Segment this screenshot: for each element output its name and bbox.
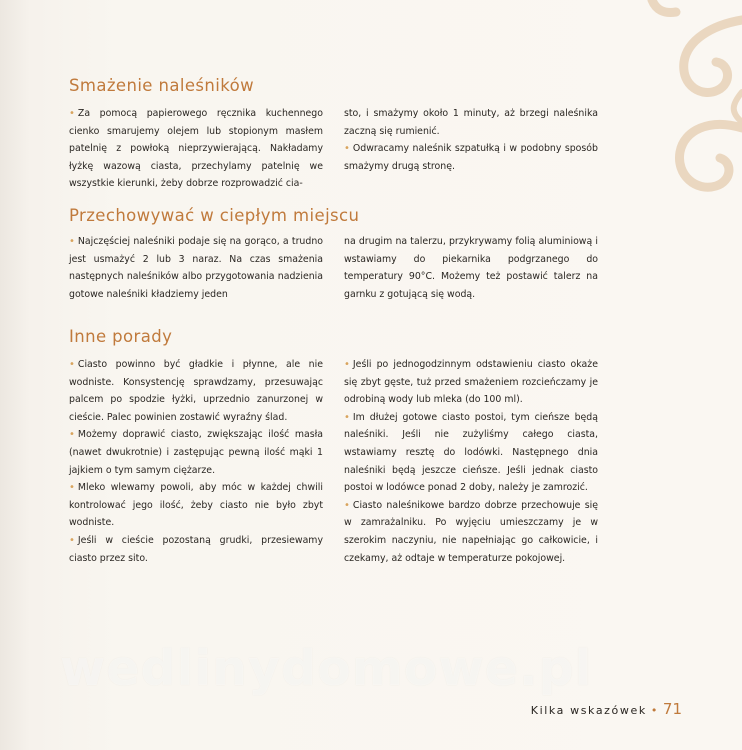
paragraph-text: Jeśli po jednogodzinnym odstawieniu ciasto okaże się zbyt gęste, tuż przed smażeniem rozcieńczamy je odrobiną wody lub mleka (do 100 ml). [344,359,598,406]
paragraph-text: Mleko wlewamy powoli, aby móc w każdej chwili kontrolować jego ilość, żeby ciasto nie było zbyt wodniste. [69,482,323,529]
paragraph-text: Możemy doprawić ciasto, zwiększając ilość masła (nawet dwukrotnie) i zastępując pewną ilość mąki 1 jajkiem o tym samym ciężarze. [69,429,323,476]
paragraph-text: Najczęściej naleśniki podaje się na gorąco, a trudno jest usmażyć 2 lub 3 naraz. Na czas smażenia następnych naleśników albo przygotowania nadzienia gotowe naleśniki kładziemy jeden [69,236,323,300]
bullet-dot-icon: • [69,236,75,247]
bullet-dot-icon: • [344,499,350,511]
bullet-dot-icon: • [69,108,75,119]
paragraph [344,409,598,497]
paragraph-text: Ciasto powinno być gładkie i płynne, ale nie wodniste. Konsystencję sprawdzamy, przesuwając palcem po spodzie łyżki, uprzednio zanurzonej w cieście. Palec powinien zostawić wyraźny ślad. [69,359,323,423]
section-keep-warm [69,206,679,300]
paragraph [69,233,323,303]
paragraph [344,233,598,303]
left-column [69,356,323,567]
paragraph [69,479,323,532]
paragraph [69,105,323,193]
scroll-ornament-icon [592,0,742,230]
section-frying [69,76,679,190]
bullet-dot-icon: • [69,482,75,494]
left-column [69,233,323,303]
paragraph [344,497,598,567]
paragraph-text: sto, i smażymy około 1 minuty, aż brzegi naleśnika zaczną się rumienić. [344,108,598,137]
bullet-dot-icon: • [344,359,350,370]
bullet-dot-icon: • [69,359,75,370]
left-column [69,105,323,193]
footer-separator: • [650,704,659,717]
paragraph [344,140,598,175]
paragraph [344,105,598,140]
bullet-dot-icon: • [69,534,75,546]
bullet-dot-icon: • [344,411,350,423]
paragraph [69,426,323,479]
chapter-title: Kilka wskazówek [530,704,647,717]
paragraph [344,356,598,409]
page-number: 71 [662,700,682,718]
bullet-dot-icon: • [69,429,75,441]
paragraph-text: Za pomocą papierowego ręcznika kuchennego cienko smarujemy olejem lub stopionym masłem patelnię z powłoką nieprzywierającą. Nakładamy łyżkę wazową ciasta, przechylamy patelnię we wszystkie kierunki, żeby dobrze rozprowadzić cia- [69,108,323,190]
section-other-tips [69,327,679,564]
paragraph-text: Im dłużej gotowe ciasto postoi, tym cieńsze będą naleśniki. Jeśli nie zużyliśmy całego ciasta, wstawiamy resztę do lodówki. Następnego dnia naleśniki będą jeszcze cieńsze. Jeśli jednak ciasto postoi w lodówce ponad 2 doby, należy je zamrozić. [344,411,598,494]
right-column [344,356,598,567]
paragraph [69,356,323,426]
section-title: Smażenie naleśników [69,76,255,95]
watermark: wedlinydomowe.pl [60,640,593,697]
section-title: Przechowywać w ciepłym miejscu [69,206,360,225]
section-title: Inne porady [69,327,173,346]
paragraph-text: Jeśli w cieście pozostaną grudki, przesiewamy ciasto przez sito. [69,534,323,564]
paragraph-text: Odwracamy naleśnik szpatułką i w podobny sposób smażymy drugą stronę. [344,143,598,172]
paragraph-text: na drugim na talerzu, przykrywamy folią aluminiową i wstawiamy do piekarnika podgrzanego do temperatury 90°C. Możemy też postawić talerz na garnku z gotującą się wodą. [344,236,598,300]
bullet-dot-icon: • [344,143,350,155]
right-column [344,233,598,303]
paragraph [69,532,323,567]
right-column [344,105,598,175]
page-footer [531,700,682,718]
paragraph-text: Ciasto naleśnikowe bardzo dobrze przechowuje się w zamrażalniku. Po wyjęciu umieszczamy je w szerokim naczyniu, nie napełniając go całkowicie, i czekamy, aż odtaje w temperaturze pokojowej. [344,499,598,564]
